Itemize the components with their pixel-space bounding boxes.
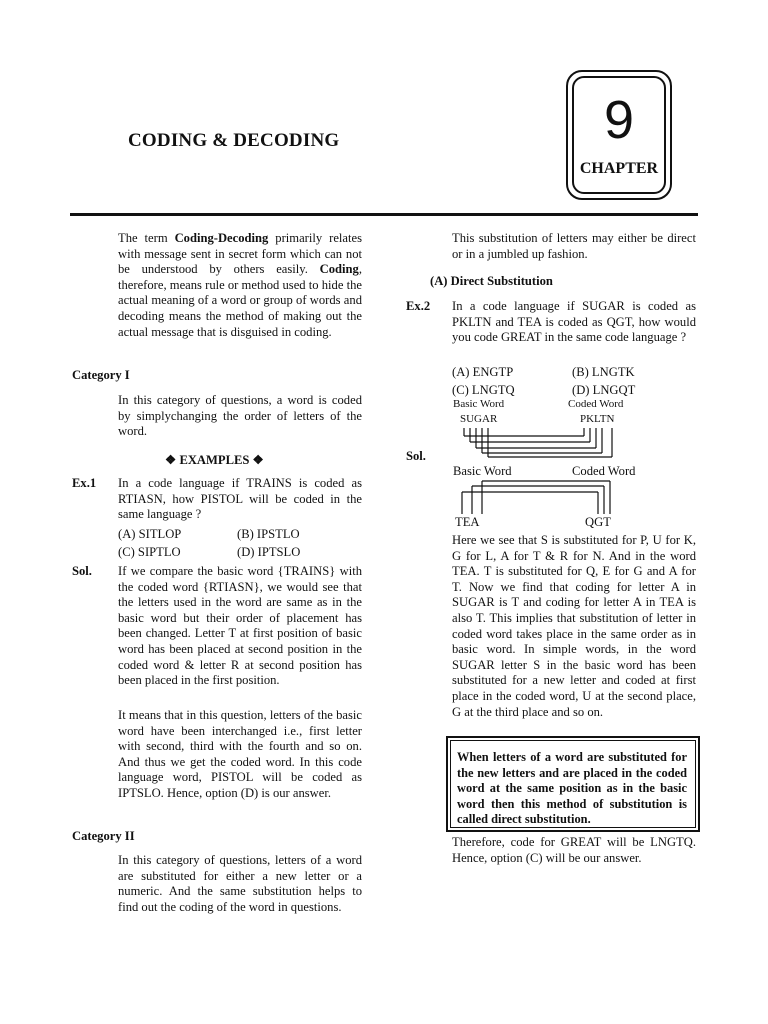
diagram1-coded-word: PKLTN [580, 413, 615, 425]
header-divider [70, 213, 698, 216]
sol1-text-1: If we compare the basic word {TRAINS} with the coded word {RTIASN}, we would see that the letters used in the word are same as in the basic word but their order of placement has been changed. Letter T at first position of basic word has been placed at second position in the coded word & letter R at second position has been placed in the first position. [118, 564, 362, 688]
diagram2-basic-word: TEA [455, 515, 480, 529]
ex1-question: In a code language if TRAINS is coded as RTIASN, how PISTOL will be coded in the same language ? [118, 476, 362, 522]
ex1-option-c: (C) SIPTLO [118, 545, 181, 559]
intro-paragraph [118, 231, 362, 340]
examples-heading: ❖ EXAMPLES ❖ [165, 453, 264, 467]
category-2-heading: Category II [72, 829, 135, 843]
ex1-option-b: (B) IPSTLO [237, 527, 300, 541]
diagram2-connector-lines [455, 478, 625, 516]
sol1-label: Sol. [72, 564, 92, 578]
diagram1-coded-label: Coded Word [568, 398, 624, 410]
diagram2-basic-label: Basic Word [453, 464, 512, 478]
chapter-label: CHAPTER [579, 160, 659, 177]
intro-term-coding: Coding [319, 262, 359, 277]
chapter-badge [566, 70, 672, 200]
direct-substitution-heading: (A) Direct Substitution [430, 274, 553, 288]
ex2-question: In a code language if SUGAR is coded as PKLTN and TEA is coded as QGT, how would you code GREAT in the same code language ? [452, 299, 696, 345]
intro-text-1: The term [118, 231, 175, 245]
ex2-option-c: (C) LNGTQ [452, 383, 515, 397]
category-2-text: In this category of questions, letters of a word are substituted for either a new letter or a numeric. And the same substitution helps to find out the coding of the word in questions. [118, 853, 362, 914]
definition-box [446, 736, 700, 832]
conclusion-text: Therefore, code for GREAT will be LNGTQ. Hence, option (C) will be our answer. [452, 835, 696, 865]
ex1-option-a: (A) SITLOP [118, 527, 182, 541]
diagram2-coded-label: Coded Word [572, 464, 636, 478]
intro-text-2: primarily relates with message sent in secret form which can not be understood by others easily. [118, 231, 362, 277]
diagram2-coded-word: QGT [585, 515, 611, 529]
category-1-heading: Category I [72, 368, 130, 382]
definition-box-text: When letters of a word are substituted for the new letters and are placed in the coded word at the same position as in the basic word then this method of substitution is called direct substitution. [450, 740, 696, 828]
chapter-badge-inner-frame [572, 76, 666, 194]
diagram1-basic-word: SUGAR [460, 413, 498, 425]
category-1-text: In this category of questions, a word is coded by simplychanging the order of letters of the word. [118, 393, 362, 439]
page-title: CODING & DECODING [128, 130, 340, 151]
ex1-label: Ex.1 [72, 476, 97, 490]
chapter-number: 9 [603, 90, 635, 150]
ex2-option-a: (A) ENGTP [452, 365, 514, 379]
intro-text-3: , therefore, means rule or method used to hide the actual meaning of a word or group of words and decoding means the method of making out the actual message that is disguised in coding. [118, 262, 362, 339]
diagram1-basic-label: Basic Word [453, 398, 505, 410]
ex1-option-d: (D) IPTSLO [237, 545, 301, 559]
diagram1-connector-lines [455, 426, 625, 458]
sol1-text-2: It means that in this question, letters of the basic word have been interchanged i.e., first letter with second, third with the fourth and so on. And thus we get the coded word. In this code language word, PISTOL will be coded as IPTSLO. Hence, option (D) is our answer. [118, 708, 362, 800]
sol2-text: Here we see that S is substituted for P, U for K, G for L, A for T & R for N. And in the word TEA. T is substituted for Q, E for G and A for T. Now we find that coding for letter A in SUGAR is T and coding for letter A in TEA is also T. This implies that substitution of letter in coded word takes place in the same order as in basic word. In simple words, in the word SUGAR letter S in the basic word has been substituted for a new letter and coded at first place in the coded word, U at the second place, G at the third place and so on. [452, 533, 696, 719]
ex2-option-d: (D) LNGQT [572, 383, 636, 397]
substitution-intro: This substitution of letters may either be direct or in a jumbled up fashion. [452, 231, 696, 261]
ex2-option-b: (B) LNGTK [572, 365, 635, 379]
intro-term-coding-decoding: Coding-Decoding [174, 231, 269, 245]
ex2-label: Ex.2 [406, 299, 431, 313]
sol2-label: Sol. [406, 449, 426, 463]
